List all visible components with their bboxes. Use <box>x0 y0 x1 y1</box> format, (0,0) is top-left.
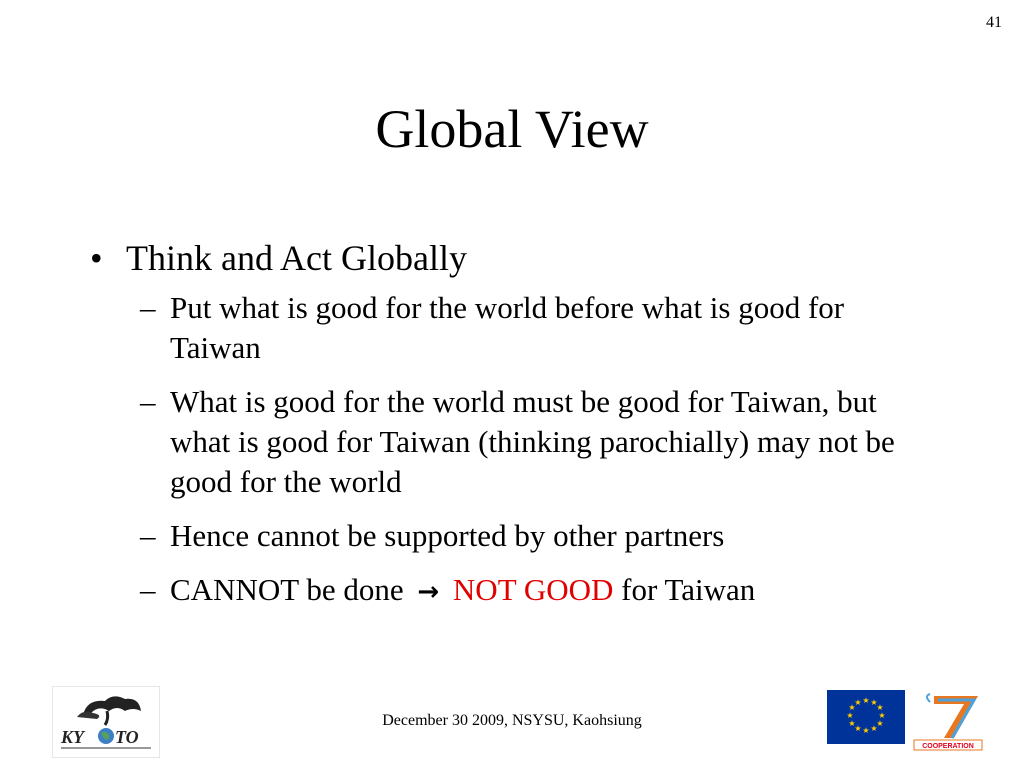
main-bullet-text: Think and Act Globally <box>126 238 467 278</box>
svg-text:★: ★ <box>876 719 884 728</box>
dash-icon: – <box>140 290 156 325</box>
eu-flag-graphic <box>827 690 905 744</box>
fp7-cooperation-logo <box>910 690 986 752</box>
sub-bullet-text: Put what is good for the world before what is good for Taiwan <box>170 290 845 365</box>
sub-bullet-text-pre: CANNOT be done <box>170 572 404 607</box>
dash-icon: – <box>140 384 156 419</box>
svg-text:★: ★ <box>870 724 878 733</box>
kyoto-logo-graphic <box>53 687 159 757</box>
svg-text:★: ★ <box>878 711 886 720</box>
kyoto-logo <box>52 686 160 758</box>
sub-bullet-text-post: for Taiwan <box>621 572 756 607</box>
highlight-text: NOT GOOD <box>452 572 614 607</box>
svg-text:COOPERATION: COOPERATION <box>922 743 974 750</box>
sub-bullet <box>84 570 930 612</box>
svg-text:★: ★ <box>876 703 884 712</box>
svg-text:★: ★ <box>854 724 862 733</box>
sub-bullet <box>84 288 930 368</box>
eu-flag-icon <box>827 690 905 744</box>
svg-text:★: ★ <box>848 719 856 728</box>
sub-bullet-text: What is good for the world must be good for Taiwan, but what is good for Taiwan (thinking parochially) may not be good for the world <box>170 384 895 499</box>
svg-text:★: ★ <box>862 726 870 735</box>
svg-text:★: ★ <box>846 711 854 720</box>
svg-text:★: ★ <box>848 703 856 712</box>
fp7-logo-graphic <box>910 690 986 752</box>
sub-bullet-text: Hence cannot be supported by other partners <box>170 518 725 553</box>
main-bullet <box>84 232 964 284</box>
bullet-list <box>84 232 964 626</box>
slide-title: Global View <box>375 99 649 159</box>
footer-text: December 30 2009, NSYSU, Kaohsiung <box>382 712 642 729</box>
right-arrow-icon: → <box>417 577 440 607</box>
dash-icon: – <box>140 572 156 607</box>
slide-number: 41 <box>986 14 1002 31</box>
sub-bullet <box>84 382 930 502</box>
bullet-dot-icon: • <box>90 238 103 278</box>
svg-text:★: ★ <box>862 696 870 705</box>
sub-bullet-list <box>84 288 964 612</box>
svg-text:★: ★ <box>854 698 862 707</box>
svg-text:KY: KY <box>61 727 85 747</box>
svg-text:★: ★ <box>870 698 878 707</box>
sub-bullet <box>84 516 930 556</box>
svg-text:TO: TO <box>115 727 139 747</box>
dash-icon: – <box>140 518 156 553</box>
